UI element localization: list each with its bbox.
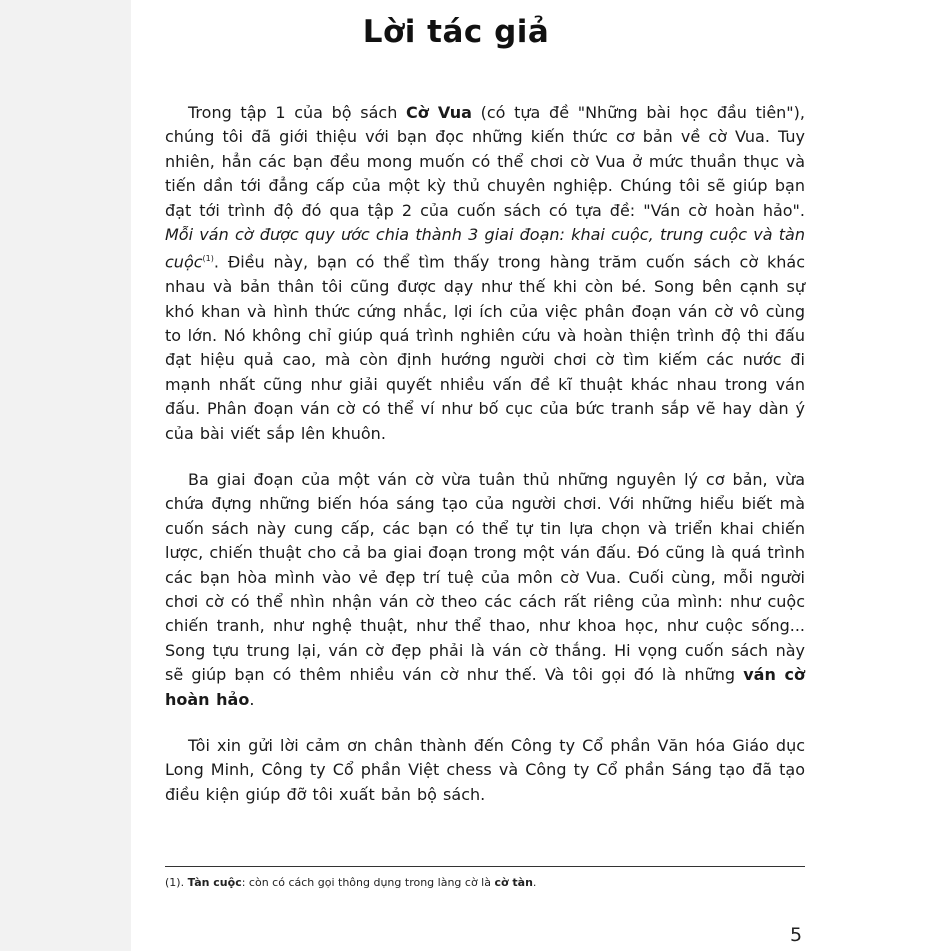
p2-bold: ván cờ hoàn hảo — [165, 665, 806, 709]
page-number: 5 — [790, 924, 803, 946]
page-gutter — [0, 0, 131, 951]
body-text — [165, 101, 805, 807]
page-title: Lời tác giả — [362, 14, 550, 50]
footnote-term: Tàn cuộc — [187, 876, 242, 889]
footnote-marker: (1). — [165, 876, 188, 889]
footnote-term-2: cờ tàn — [494, 876, 533, 889]
p1-text-3: . Điều này, bạn có thể tìm thấy trong hàng trăm cuốn sách cờ khác nhau và bản thân tôi cũng được dạy như thế khi còn bé. Song bên cạnh sự khó khan và hình thức cứng nhắc, lợi ích của việc phân đoạn ván cờ vô cùng to lớn. Nó không chỉ giúp quá trình nghiên cứu và hoàn thiện trình độ thi đấu đạt hiệu quả cao, mà còn định hướng người chơi cờ tìm kiếm các nước đi mạnh nhất cũng như giải quyết nhiều vấn đề kĩ thuật khác nhau trong ván đấu. Phân đoạn ván cờ có thể ví như bố cục của bức tranh sắp vẽ hay dàn ý của bài viết sắp lên khuôn. — [165, 252, 805, 443]
p2-text-2: . — [249, 689, 255, 709]
footnote — [165, 876, 805, 889]
footnote-divider — [165, 866, 805, 867]
p3-text-1: Tôi xin gửi lời cảm ơn chân thành đến Công ty Cổ phần Văn hóa Giáo dục Long Minh, Công ty Cổ phần Việt chess và Công ty Cổ phần Sáng tạo đã tạo điều kiện giúp đỡ tôi xuất bản bộ sách. — [165, 736, 805, 804]
p1-text-1: Trong tập 1 của bộ sách — [188, 103, 407, 122]
paragraph-1 — [165, 101, 805, 446]
p1-text-2: (có tựa đề "Những bài học đầu tiên"), chúng tôi đã giới thiệu với bạn đọc những kiến thức cơ bản về cờ Vua. Tuy nhiên, hẳn các bạn đều mong muốn có thể chơi cờ Vua ở mức thuần thục và tiến dần tới đẳng cấp của một kỳ thủ chuyên nghiệp. Chúng tôi sẽ giúp bạn đạt tới trình độ đó qua tập 2 của cuốn sách có tựa đề: "Ván cờ hoàn hảo". — [165, 103, 805, 220]
p1-italic: Mỗi ván cờ được quy ước chia thành 3 giai đoạn: khai cuộc, trung cuộc và tàn cuộc — [165, 225, 805, 272]
paragraph-3 — [165, 734, 805, 807]
footnote-end: . — [532, 876, 537, 889]
p1-bold-title: Cờ Vua — [406, 103, 472, 122]
footnote-text: : còn có cách gọi thông dụng trong làng cờ là — [241, 876, 495, 889]
paragraph-2 — [165, 468, 805, 712]
footnote-ref: (1) — [202, 254, 214, 264]
p2-text-1: Ba giai đoạn của một ván cờ vừa tuân thủ những nguyên lý cơ bản, vừa chứa đựng những biến hóa sáng tạo của người chơi. Với những hiểu biết mà cuốn sách này cung cấp, các bạn có thể tự tin lựa chọn và triển khai chiến lược, chiến thuật cho cả ba giai đoạn trong một ván đấu. Đó cũng là quá trình các bạn hòa mình vào vẻ đẹp trí tuệ của môn cờ Vua. Cuối cùng, mỗi người chơi cờ có thể nhìn nhận ván cờ theo các cách rất riêng của mình: như cuộc chiến tranh, như nghệ thuật, như thể thao, như khoa học, như cuộc sống... Song tựu trung lại, ván cờ đẹp phải là ván cờ thắng. Hi vọng cuốn sách này sẽ giúp bạn có thêm nhiều ván cờ như thế. Và tôi gọi đó là những — [165, 470, 805, 685]
